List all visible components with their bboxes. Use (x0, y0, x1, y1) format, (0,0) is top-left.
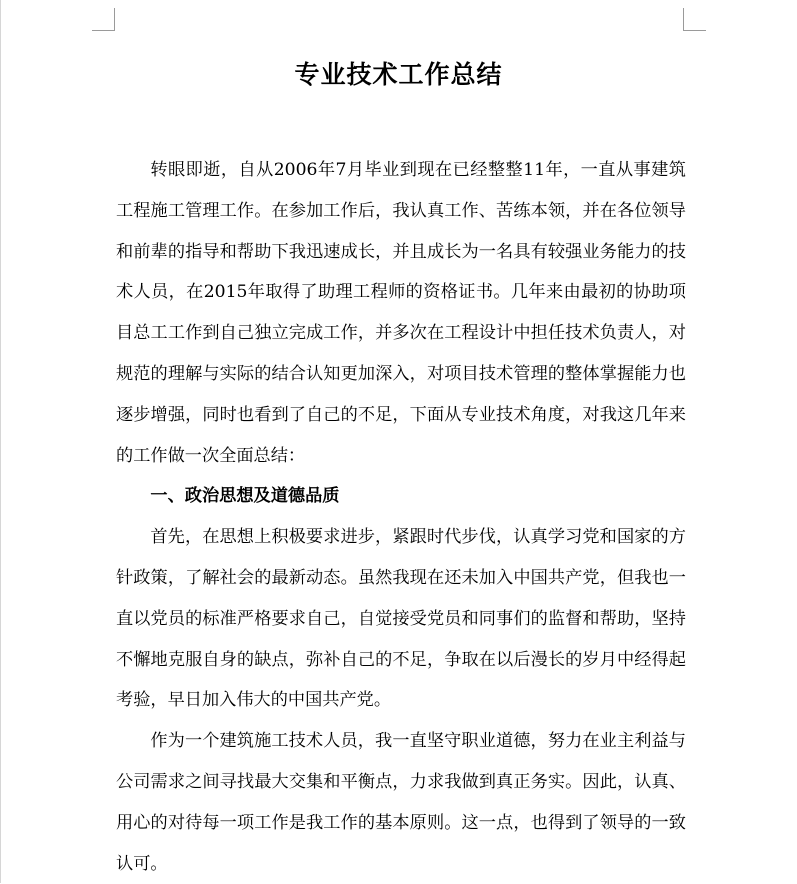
section-heading: 一、政治思想及道德品质 (150, 486, 340, 507)
page-edge (0, 0, 1, 883)
intro-paragraph: 转眼即逝，自从2006年7月毕业到现在已经整整11年，一直从事建筑工程施工管理工作。在参加工作后，我认真工作、苦练本领，并在各位领导和前辈的指导和帮助下我迅速成长，并且成长为一名具有较强业务能力的技术人员，在2015年取得了助理工程师的资格证书。几年来由最初的协助项目总工工作到自己独立完成工作，并多次在工程设计中担任技术负责人，对规范的理解与实际的结合认知更加深入，对项目技术管理的整体掌握能力也逐步增强，同时也看到了自己的不足，下面从专业技术角度，对我这几年来的工作做一次全面总结： (116, 160, 686, 466)
body-paragraph: 作为一个建筑施工技术人员，我一直坚守职业道德，努力在业主利益与公司需求之间寻找最大交集和平衡点，力求我做到真正务实。因此，认真、用心的对待每一项工作是我工作的基本原则。这一点，也得到了领导的一致认可。 (116, 731, 686, 874)
margin-corner-top-left (92, 8, 115, 31)
document-body (116, 150, 686, 884)
body-paragraph: 首先，在思想上积极要求进步，紧跟时代步伐，认真学习党和国家的方针政策，了解社会的最新动态。虽然我现在还未加入中国共产党，但我也一直以党员的标准严格要求自己，自觉接受党员和同事们的监督和帮助，坚持不懈地克服自身的缺点，弥补自己的不足，争取在以后漫长的岁月中经得起考验，早日加入伟大的中国共产党。 (116, 527, 686, 711)
margin-corner-top-right (683, 8, 706, 31)
document-title: 专业技术工作总结 (294, 60, 503, 89)
